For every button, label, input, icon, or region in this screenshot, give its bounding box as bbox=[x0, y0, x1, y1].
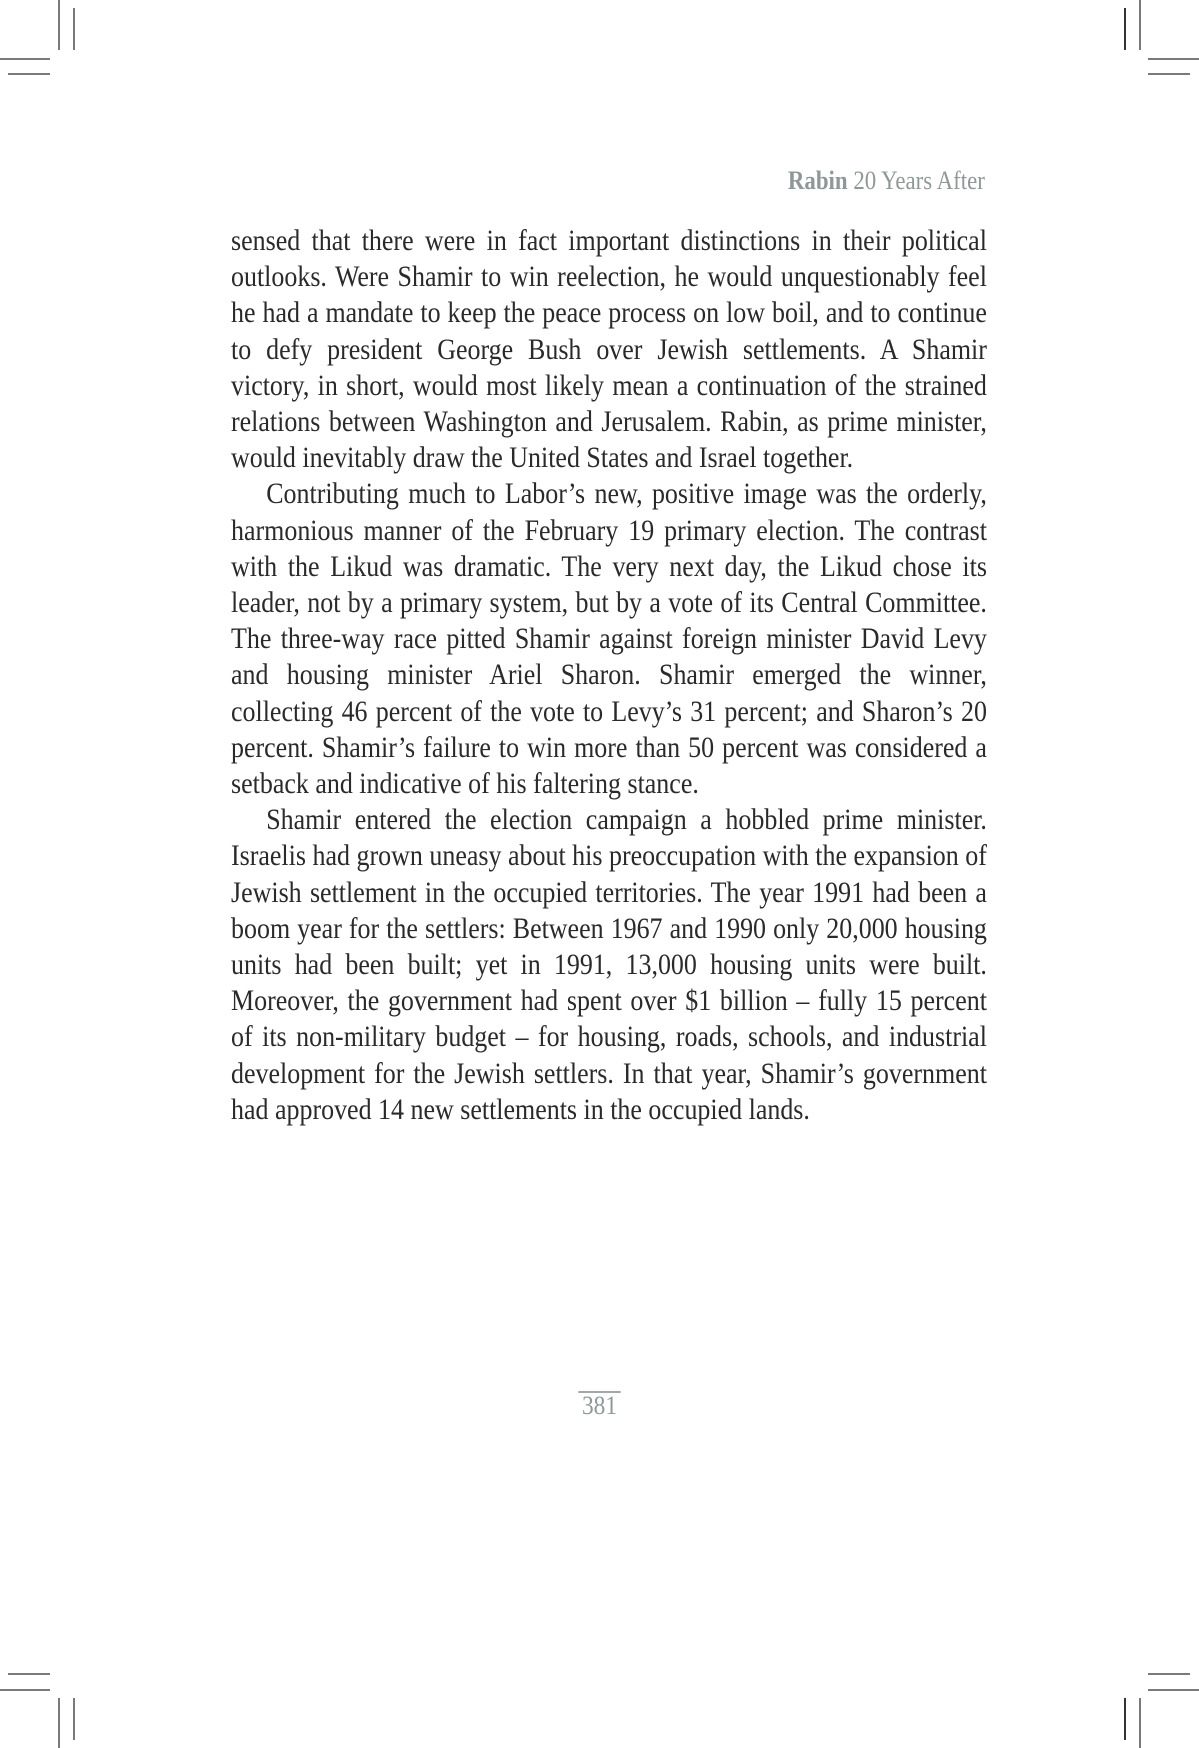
running-header-title: Rabin bbox=[787, 166, 848, 195]
page-number: 381 bbox=[578, 1391, 620, 1419]
crop-mark bbox=[0, 1689, 50, 1691]
crop-mark bbox=[1124, 8, 1126, 50]
crop-mark bbox=[8, 73, 50, 75]
running-header bbox=[788, 166, 985, 196]
paragraph: sensed that there were in fact important distinctions in their political outlooks. Were Shamir to win reelection, he would unquestionably feel he had a mandate to keep the peace process on low boil, and to continue to defy president George Bush over Jewish settlements. A Shamir victory, in short, would most likely mean a continuation of the strained relations between Washington and Jerusalem. Rabin, as prime minister, would inevitably draw the United States and Israel together. bbox=[231, 225, 987, 475]
crop-mark bbox=[73, 1698, 75, 1740]
crop-mark bbox=[0, 58, 50, 60]
crop-mark bbox=[58, 0, 60, 50]
page-number-footer bbox=[0, 1391, 1199, 1421]
crop-mark bbox=[1124, 1698, 1126, 1740]
paragraph: Shamir entered the election campaign a hobbled prime minister. Israelis had grown uneasy about his preoccupation with the expansion of Jewish settlement in the occupied territories. The year 1991 had been a boom year for the settlers: Between 1967 and 1990 only 20,000 housing units had been built; yet in 1991, 13,000 housing units were built. Moreover, the government had spent over $1 billion – fully 15 percent of its non-military budget – for housing, roads, schools, and industrial development for the Jewish settlers. In that year, Shamir’s government had approved 14 new settlements in the occupied lands. bbox=[231, 804, 987, 1126]
crop-mark bbox=[1139, 0, 1141, 50]
crop-mark bbox=[73, 8, 75, 50]
crop-mark bbox=[1148, 73, 1190, 75]
crop-mark bbox=[58, 1698, 60, 1748]
paragraph: Contributing much to Labor’s new, positive image was the orderly, harmonious manner of the February 19 primary election. The contrast with the Likud was dramatic. The very next day, the Likud chose its leader, not by a primary system, but by a vote of its Central Committee. The three-way race pitted Shamir against foreign minister David Levy and housing minister Ariel Sharon. Shamir emerged the winner, collecting 46 percent of the vote to Levy’s 31 percent; and Sharon’s 20 percent. Shamir’s failure to win more than 50 percent was considered a setback and indicative of his faltering stance. bbox=[231, 478, 987, 801]
body-text bbox=[231, 223, 987, 1128]
running-header-subtitle: 20 Years After bbox=[847, 166, 985, 195]
crop-mark bbox=[8, 1673, 50, 1675]
crop-mark bbox=[1148, 1673, 1190, 1675]
crop-mark bbox=[1148, 58, 1199, 60]
crop-mark bbox=[1139, 1698, 1141, 1748]
crop-mark bbox=[1148, 1689, 1199, 1691]
